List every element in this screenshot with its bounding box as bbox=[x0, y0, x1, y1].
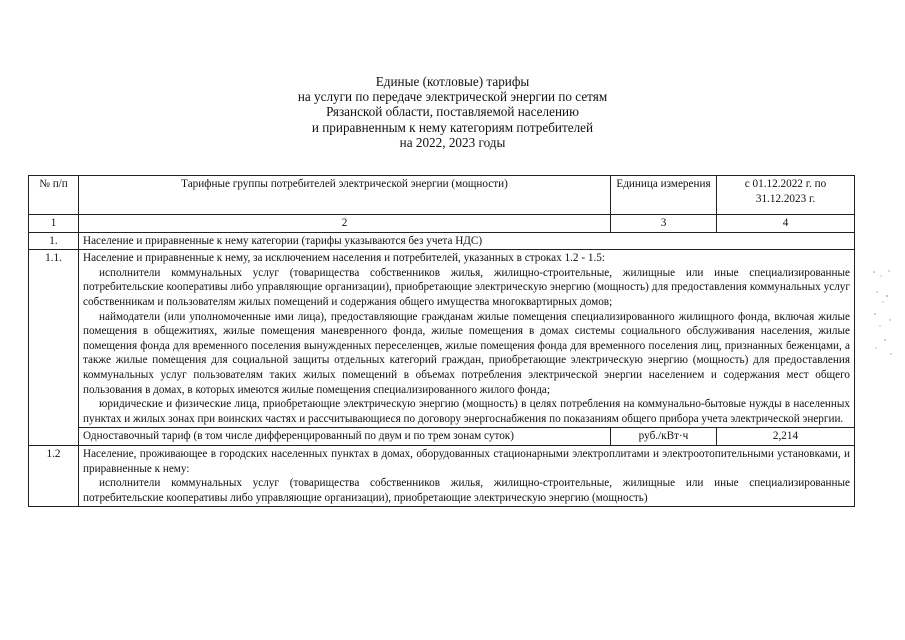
title-line-4: и приравненным к нему категориям потребителей bbox=[311, 119, 594, 135]
table-header-row bbox=[29, 176, 855, 215]
col-number-3: 3 bbox=[611, 215, 717, 233]
row-1-1-paragraph-3: наймодатели (или уполномоченные ими лица), предоставляющие гражданам жилые помещения специализированного жилищного фонда, включая жилые помещения в общежитиях, жилые помещения маневренного фонда, жилые помещения в домах системы социального обслуживания населения, жилые помещения фонда для временного поселения вынужденных переселенцев, жилые помещения фонда для временного поселения лиц, признанных беженцами, а также жилые помещения для социальной защиты отдельных категорий граждан, приобретающие электрическую энергию (мощность) для предоставления коммунальных услуг пользователям таких жилых помещений в объемах потребления электрической энергии населением и содержания мест общего пользования в домах, в которых имеются жилые помещения специализированного жилого фонда; bbox=[83, 310, 850, 396]
tariff-table bbox=[28, 175, 855, 507]
row-1-1-paragraph-2: исполнители коммунальных услуг (товарищества собственников жилья, жилищно-строительные, жилищные или иные специализированные потребительские кооперативы либо управляющие организации), приобретающие электрическую энергию (мощность) для предоставления коммунальных услуг собственникам и пользователям жилых помещений и содержания общего имущества многоквартирных домов; bbox=[83, 266, 850, 308]
document-title bbox=[0, 74, 905, 150]
column-numbers-row bbox=[29, 215, 855, 233]
header-num: № п/п bbox=[29, 176, 79, 215]
row-1-1-num: 1.1. bbox=[29, 250, 79, 446]
title-line-1: Единые (котловые) тарифы bbox=[375, 74, 530, 89]
section-1-row bbox=[29, 232, 855, 250]
row-1-1 bbox=[29, 250, 855, 428]
col-number-1: 1 bbox=[29, 215, 79, 233]
row-1-2-paragraph-2: исполнители коммунальных услуг (товарищества собственников жилья, жилищно-строительные, жилищные или иные специализированные потребительские кооперативы либо управляющие организации), приобретающие электрическую энергию (мощность) bbox=[83, 477, 850, 504]
title-line-3: Рязанской области, поставляемой населению bbox=[326, 104, 579, 120]
col-number-2: 2 bbox=[79, 215, 611, 233]
section-1-num: 1. bbox=[29, 232, 79, 250]
section-1-text: Население и приравненные к нему категории (тарифы указываются без учета НДС) bbox=[79, 232, 855, 250]
scan-noise-mark bbox=[869, 262, 895, 382]
header-period: с 01.12.2022 г. по 31.12.2023 г. bbox=[717, 176, 855, 215]
header-group: Тарифные группы потребителей электрической энергии (мощности) bbox=[79, 176, 611, 215]
title-line-5: на 2022, 2023 годы bbox=[399, 134, 506, 150]
tariff-row bbox=[29, 428, 855, 446]
title-line-2: на услуги по передаче электрической энергии по сетям bbox=[297, 89, 608, 105]
row-1-2 bbox=[29, 445, 855, 506]
tariff-name: Одноставочный тариф (в том числе дифференцированный по двум и по трем зонам суток) bbox=[79, 428, 611, 446]
row-1-1-paragraph-4: юридические и физические лица, приобретающие электрическую энергию (мощность) в целях потребления на коммунально-бытовые нужды в населенных пунктах и жилых зонах при воинских частях и рассчитывающиеся по договору энергоснабжения по показаниям общего прибора учета электрической энергии. bbox=[83, 398, 850, 425]
tariff-unit: руб./кВт·ч bbox=[611, 428, 717, 446]
row-1-1-text bbox=[79, 250, 855, 428]
tariff-value: 2,214 bbox=[717, 428, 855, 446]
row-1-2-paragraph-1: Население, проживающее в городских населенных пунктах в домах, оборудованных стационарными электроплитами и электроотопительными установками, и приравненные к нему: bbox=[83, 447, 850, 475]
col-number-4: 4 bbox=[717, 215, 855, 233]
header-unit: Единица измерения bbox=[611, 176, 717, 215]
row-1-2-num: 1.2 bbox=[29, 445, 79, 506]
row-1-1-paragraph-1: Население и приравненные к нему, за исключением населения и потребителей, указанных в строках 1.2 - 1.5: bbox=[83, 252, 605, 265]
row-1-2-text bbox=[79, 445, 855, 506]
